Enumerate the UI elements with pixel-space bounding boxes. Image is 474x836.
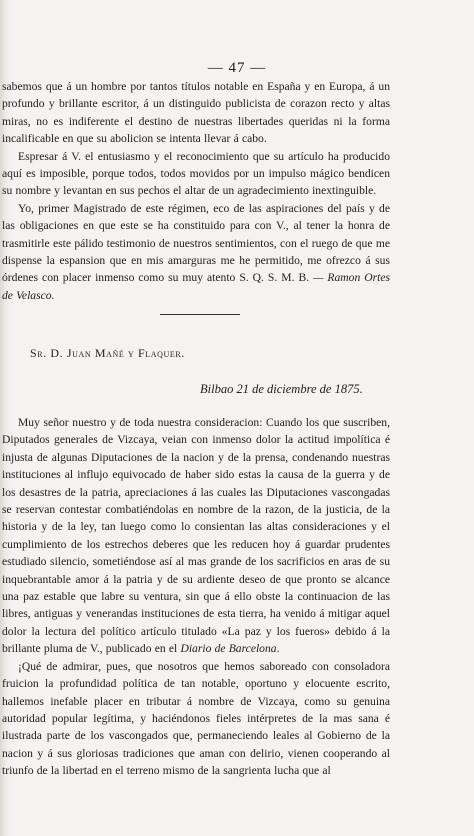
letter-addressee: Sr. D. Juan Mañé y Flaquer. [30,346,185,360]
letter-body [2,414,390,780]
newspaper-title: Diario de Barcelona [180,642,277,656]
paragraph-end: . [276,642,280,656]
letter-dateline: Bilbao 21 de diciembre de 1875. [200,382,363,396]
paragraph: sabemos que á un hombre por tantos títulos notable en España y en Europa, á un profundo y brillante escritor, á un distinguido publicista de corazon recto y altas miras, no es indiferente el destino de nuestras libertades queridas ni la forma incalificable en que su abolicion se intenta llevar á cabo. [2,80,390,146]
signature: — Ramon Ortes de Velasco. [2,271,390,302]
paragraph: Espresar á V. el entusiasmo y el reconocimiento que su artículo ha producido aquí es imposible, porque todos, todos movidos por un impulso mágico bendicen su nombre y levantan en sus pechos el altar de un agradecimiento inextinguible. [2,149,390,198]
paragraph-text: Yo, primer Magistrado de este régimen, eco de las aspiraciones del país y de las obligaciones en que este se ha constituido para con V., al tener la honra de trasmitirle este pálido testimonio de nuestros sentimientos, con el ruego de que me dispense la espansion que en mis amarguras me he permitido, me ofrezco á sus órdenes con placer inmenso como su muy atento S. Q. S. M. B. [2,201,390,285]
letter-continuation [2,78,390,304]
paragraph-text: Muy señor nuestro y de toda nuestra consideracion: Cuando los que suscriben, Diputados generales de Vizcaya, veian con inmenso dolor la actitud impolítica é injusta de algunas Diputaciones de la nacion y de la prensa, condenando nuestras instituciones al influjo equivocado de haber sido estas la causa de la guerra y de los desastres de la patria, apreciaciones á las cuales las Diputaciones vascongadas se reservan contestar combatiéndolas en nombre de la razon, de la justicia, de la historia y de la ley, tan luego como lo consientan las altas consideraciones y el cumplimiento de los estrechos deberes que les reducen hoy á guardar prudentes estudiado silencio, sometiéndose así al mas grande de los sacrificios en aras de su inquebrantable amor á la patria y de su ardiente deseo de que pronto se alcance una paz estable que labre su ventura, sin que á ello obste la continuacion de las libres, antiguas y venerandas instituciones de esta tierra, ha venido á mitigar aquel dolor la lectura del político artículo titulado «La paz y los fueros» debido á la brillante pluma de V., publicado en el [2,416,390,656]
section-divider [160,314,240,315]
paragraph: ¡Qué de admirar, pues, que nosotros que hemos saboreado con consoladora fruicion la profundidad política de tan notable, oportuno y elocuente escrito, hallemos inefable placer en tributar á nombre de Vizcaya, como su genuina autoridad popular legítima, y haciéndonos fieles intérpretes de la mas sana é ilustrada parte de los vascongados que, permaneciendo leales al Gobierno de la nacion y á sus gloriosas tradiciones que aman con delirio, vienen cooperando al triunfo de la libertad en el terreno mismo de la sangrienta lucha que al [2,659,390,778]
page-number: — 47 — [207,60,267,76]
paragraph [2,414,390,658]
paragraph [2,200,390,304]
